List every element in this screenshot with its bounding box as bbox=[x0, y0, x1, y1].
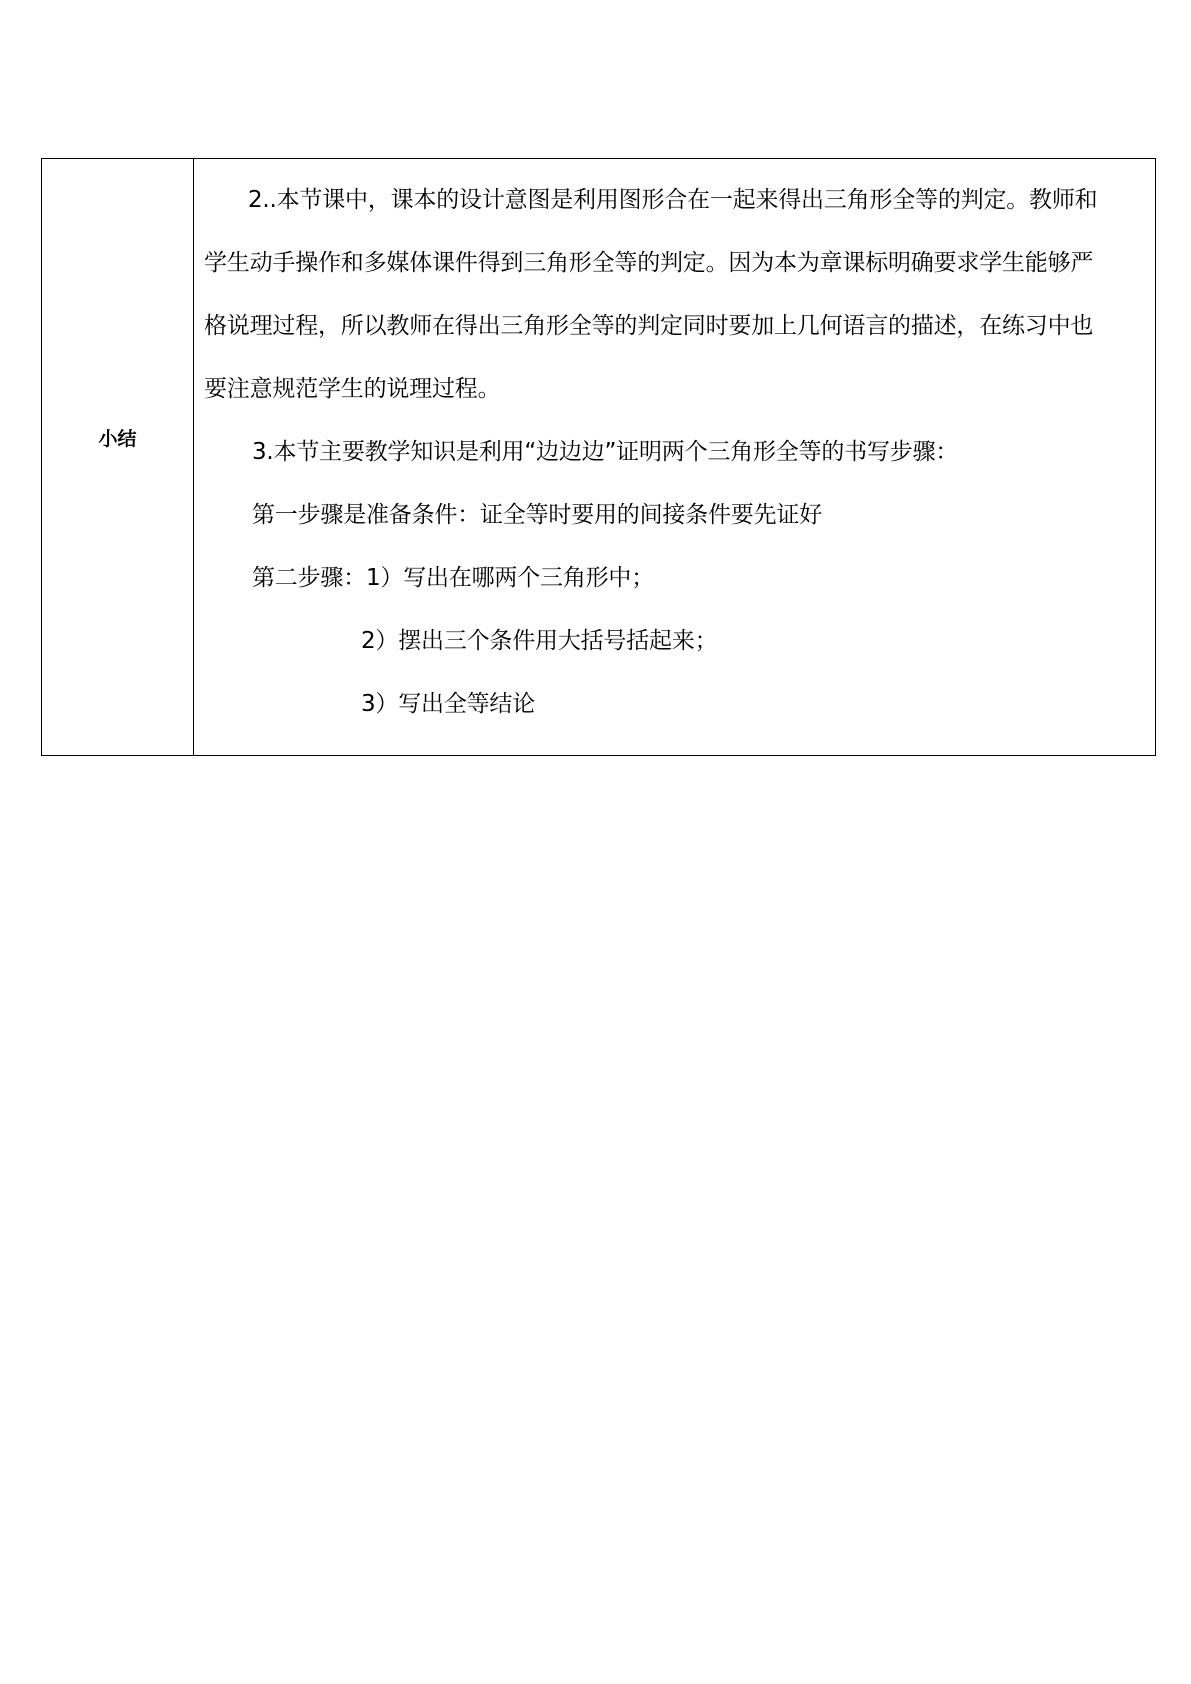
step-1: 第一步骤是准备条件：证全等时要用的间接条件要先证好 bbox=[252, 502, 823, 528]
paragraph-2-line-2: 学生动手操作和多媒体课件得到三角形全等的判定。因为本为章课标明确要求学生能够严 bbox=[204, 250, 1094, 276]
row-label: 小结 bbox=[98, 427, 137, 450]
paragraph-2-line-1: 2..本节课中，课本的设计意图是利用图形合在一起来得出三角形全等的判定。教师和 bbox=[248, 187, 1098, 213]
content-body bbox=[194, 159, 1155, 736]
summary-table bbox=[41, 158, 1156, 756]
step-2-item-3: 3）写出全等结论 bbox=[361, 691, 536, 717]
paragraph-2-line-3: 格说理过程，所以教师在得出三角形全等的判定同时要加上几何语言的描述，在练习中也 bbox=[204, 313, 1094, 339]
content-cell bbox=[194, 159, 1156, 756]
step-2-item-2: 2）摆出三个条件用大括号括起来； bbox=[361, 628, 718, 654]
table-row bbox=[42, 159, 1156, 756]
label-cell bbox=[42, 159, 194, 756]
paragraph-2-line-4: 要注意规范学生的说理过程。 bbox=[204, 376, 501, 402]
step-2: 第二步骤：1）写出在哪两个三角形中； bbox=[252, 565, 655, 591]
paragraph-3: 3.本节主要教学知识是利用“边边边”证明两个三角形全等的书写步骤： bbox=[252, 439, 959, 465]
